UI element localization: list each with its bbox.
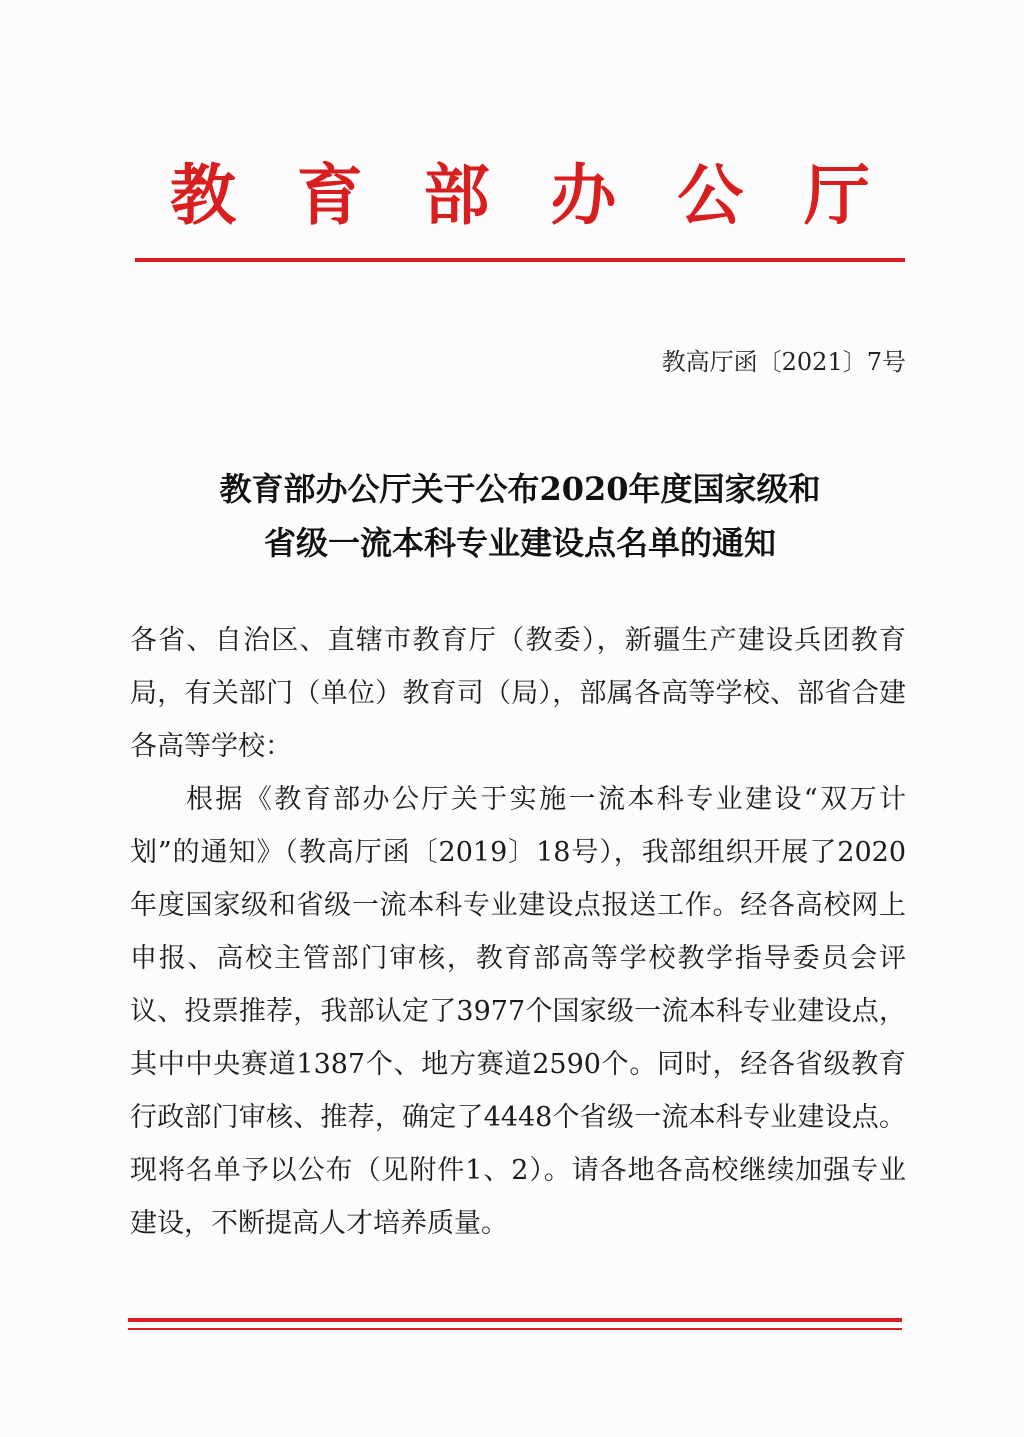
issuer-header-char: 办 (550, 156, 617, 234)
notice-title-line: 省级一流本科专业建设点名单的通知 (263, 524, 776, 562)
issuer-header-char: 育 (296, 156, 363, 234)
issuer-header-char: 公 (677, 156, 744, 234)
header-red-rule (135, 258, 905, 262)
notice-title (120, 462, 920, 570)
issuer-header-char: 部 (423, 156, 490, 234)
issuer-header-char: 厅 (803, 156, 870, 234)
body-paragraph: 根据《教育部办公厅关于实施一流本科专业建设“双万计划”的通知》（教高厅函〔2019〕18号），我部组织开展了2020年度国家级和省级一流本科专业建设点报送工作。经各高校网上申报、高校主管部门审核，教育部高等学校教学指导委员会评议、投票推荐，我部认定了3977个国家级一流本科专业建设点，其中中央赛道1387个、地方赛道2590个。同时，经各省级教育行政部门审核、推荐，确定了4448个省级一流本科专业建设点。现将名单予以公布（见附件1、2）。请各地各高校继续加强专业建设，不断提高人才培养质量。 (130, 784, 906, 1239)
footer-red-rule (128, 1318, 902, 1322)
issuer-header-char: 教 (170, 156, 236, 234)
issuer-header (170, 150, 870, 240)
document-number: 教高厅函〔2021〕7号 (661, 348, 906, 376)
addressee: 各省、自治区、直辖市教育厅（教委），新疆生产建设兵团教育局，有关部门（单位）教育司（局），部属各高等学校、部省合建各高等学校： (130, 625, 906, 762)
notice-body (130, 614, 906, 1250)
footer-red-rule-thin (128, 1328, 902, 1330)
notice-title-line: 教育部办公厅关于公布2020年度国家级和 (219, 470, 821, 508)
